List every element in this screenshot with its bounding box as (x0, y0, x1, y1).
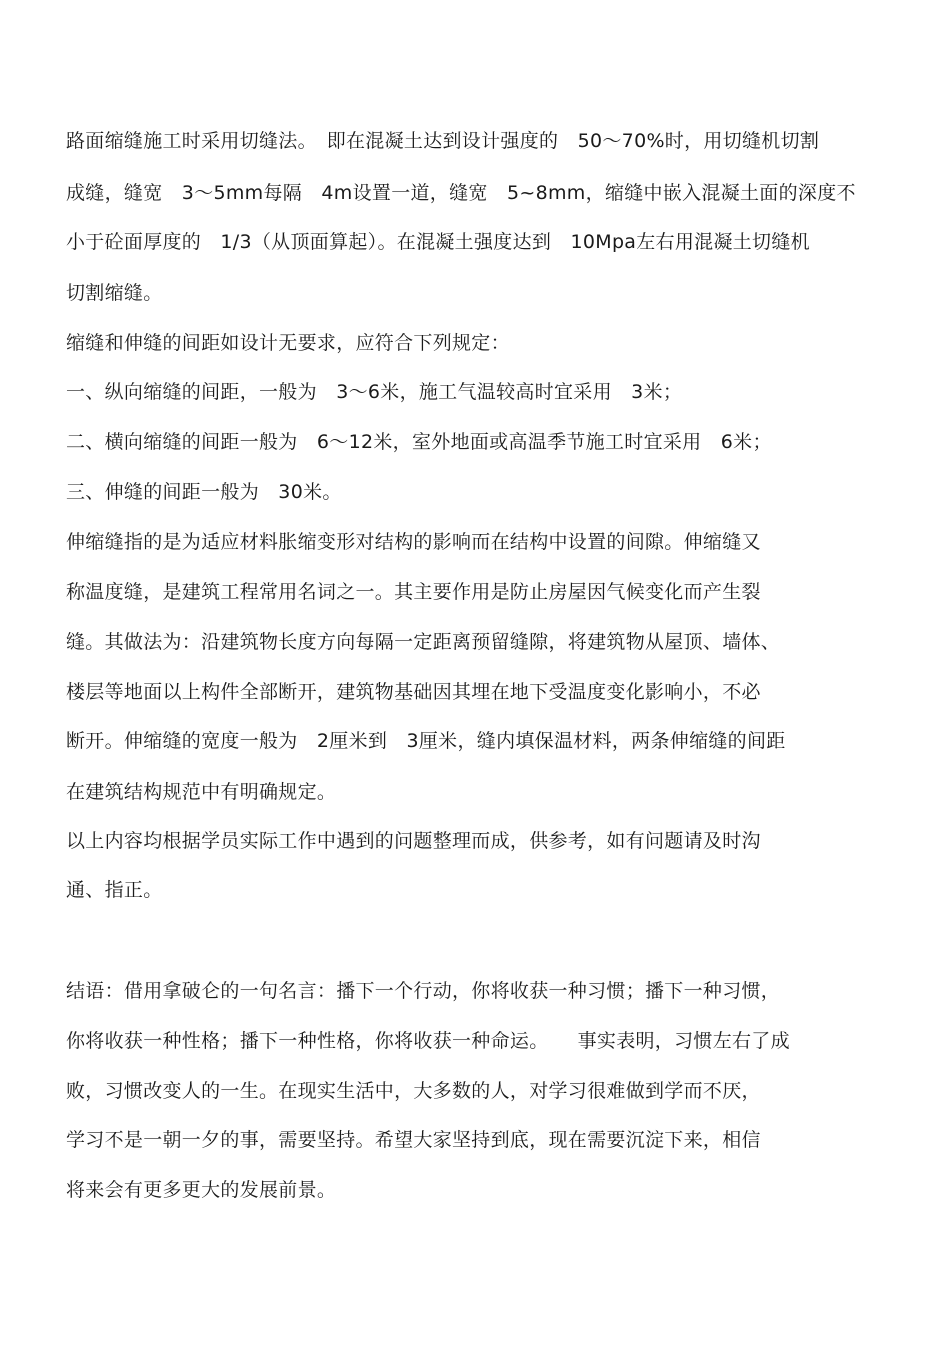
text-line: 断开。伸缩缝的宽度一般为 2厘米到 3厘米，缝内填保温材料，两条伸缩缝的间距 (66, 730, 786, 752)
text-line: 楼层等地面以上构件全部断开，建筑物基础因其埋在地下受温度变化影响小，不必 (66, 681, 761, 703)
text-line: 结语：借用拿破仑的一句名言：播下一个行动，你将收获一种习惯；播下一种习惯， (66, 980, 781, 1002)
text-line: 通、指正。 (66, 879, 163, 901)
text-line: 将来会有更多更大的发展前景。 (66, 1179, 337, 1201)
text-line: 你将收获一种性格；播下一种性格，你将收获一种命运。 事实表明，习惯左右了成 (66, 1030, 790, 1052)
text-line: 二、横向缩缝的间距一般为 6～12米，室外地面或高温季节施工时宜采用 6米； (66, 431, 772, 453)
text-line: 败，习惯改变人的一生。在现实生活中，大多数的人，对学习很难做到学而不厌， (66, 1080, 761, 1102)
text-line: 以上内容均根据学员实际工作中遇到的问题整理而成，供参考，如有问题请及时沟 (66, 830, 761, 852)
text-line: 切割缩缝。 (66, 282, 163, 304)
text-line: 伸缩缝指的是为适应材料胀缩变形对结构的影响而在结构中设置的间隙。伸缩缝又 (66, 531, 761, 553)
text-line: 在建筑结构规范中有明确规定。 (66, 781, 337, 803)
text-line: 三、伸缝的间距一般为 30米。 (66, 481, 342, 503)
text-line: 缩缝和伸缝的间距如设计无要求，应符合下列规定： (66, 332, 510, 354)
text-line: 一、纵向缩缝的间距，一般为 3～6米，施工气温较高时宜采用 3米； (66, 381, 683, 403)
text-line: 学习不是一朝一夕的事，需要坚持。希望大家坚持到底，现在需要沉淀下来，相信 (66, 1129, 761, 1151)
text-line: 缝。其做法为：沿建筑物长度方向每隔一定距离预留缝隙，将建筑物从屋顶、墙体、 (66, 631, 781, 653)
text-line: 路面缩缝施工时采用切缝法。 即在混凝土达到设计强度的 50～70%时，用切缝机切割 (66, 130, 820, 152)
text-line: 成缝，缝宽 3～5mm每隔 4m设置一道，缝宽 5~8mm，缩缝中嵌入混凝土面的深度不 (66, 182, 856, 204)
text-line: 小于砼面厚度的 1/3（从顶面算起）。在混凝土强度达到 10Mpa左右用混凝土切缝机 (66, 231, 810, 253)
text-line: 称温度缝，是建筑工程常用名词之一。其主要作用是防止房屋因气候变化而产生裂 (66, 581, 761, 603)
